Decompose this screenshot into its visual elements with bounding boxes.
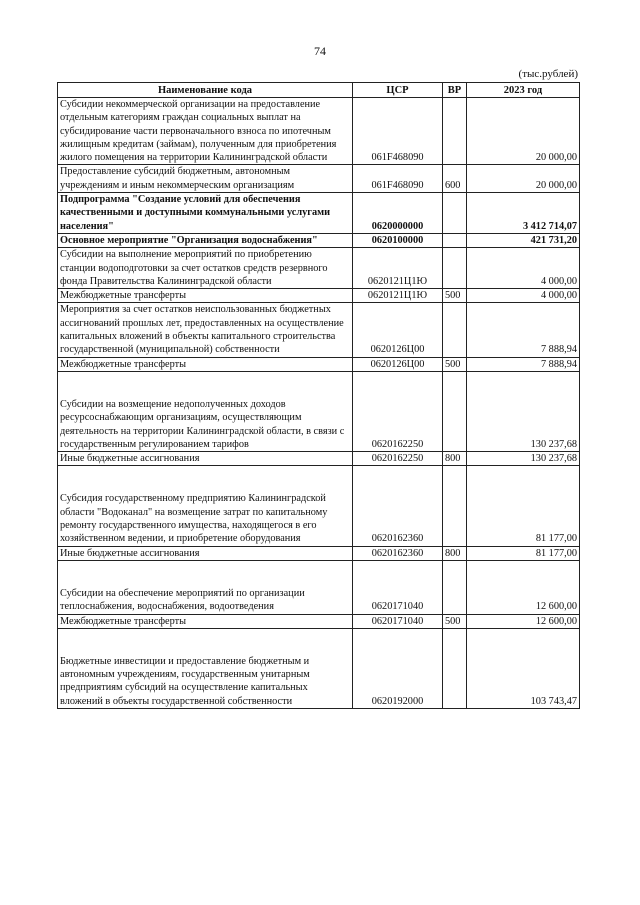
row-csr: 0620121Ц1Ю — [353, 248, 443, 289]
table-row — [58, 371, 580, 451]
row-vr: 500 — [443, 357, 467, 371]
row-name: Межбюджетные трансферты — [58, 614, 353, 628]
row-name: Бюджетные инвестиции и предоставление бюджетным и автономным учреждениям, государственным унитарным предприятиям субсидий на осуществление капитальных вложений в объекты государственной собственности — [58, 628, 353, 708]
row-vr — [443, 560, 467, 614]
table-row — [58, 560, 580, 614]
table-row — [58, 303, 580, 357]
page-number: 74 — [314, 44, 326, 58]
table-row — [58, 546, 580, 560]
row-csr: 061F468090 — [353, 165, 443, 193]
row-sum: 4 000,00 — [467, 289, 580, 303]
table-row — [58, 289, 580, 303]
row-sum: 4 000,00 — [467, 248, 580, 289]
row-csr: 0620126Ц00 — [353, 357, 443, 371]
table-row — [58, 233, 580, 247]
budget-table — [57, 82, 580, 709]
row-name: Субсидии на выполнение мероприятий по приобретению станции водоподготовки за счет остатков средств резервного фонда Правительства Калининградской области — [58, 248, 353, 289]
row-name: Мероприятия за счет остатков неиспользованных бюджетных ассигнований прошлых лет, предоставленных на осуществление капитальных вложений в объекты капитального строительства государственной (муниципальной) собственности — [58, 303, 353, 357]
row-vr — [443, 193, 467, 234]
row-csr: 061F468090 — [353, 98, 443, 165]
row-csr: 0620100000 — [353, 233, 443, 247]
row-sum: 103 743,47 — [467, 628, 580, 708]
row-sum: 3 412 714,07 — [467, 193, 580, 234]
row-vr — [443, 466, 467, 546]
table-row — [58, 466, 580, 546]
row-name: Иные бюджетные ассигнования — [58, 452, 353, 466]
row-csr: 0620162360 — [353, 546, 443, 560]
row-csr: 0620162250 — [353, 452, 443, 466]
row-csr: 0620171040 — [353, 614, 443, 628]
row-vr — [443, 248, 467, 289]
row-csr: 0620162250 — [353, 371, 443, 451]
row-name: Субсидии некоммерческой организации на предоставление отдельным категориям граждан социальных выплат на субсидирование части первоначального взноса по ипотечным жилищным кредитам (займам), полученным для приобретения жилого помещения на территории Калининградской области — [58, 98, 353, 165]
row-sum: 130 237,68 — [467, 371, 580, 451]
row-csr: 0620126Ц00 — [353, 303, 443, 357]
table-row — [58, 248, 580, 289]
row-name: Предоставление субсидий бюджетным, автономным учреждениям и иным некоммерческим организациям — [58, 165, 353, 193]
row-name: Межбюджетные трансферты — [58, 289, 353, 303]
row-sum: 81 177,00 — [467, 466, 580, 546]
row-vr: 500 — [443, 289, 467, 303]
row-vr: 500 — [443, 614, 467, 628]
row-vr — [443, 303, 467, 357]
row-name: Субсидии на обеспечение мероприятий по организации теплоснабжения, водоснабжения, водоотведения — [58, 560, 353, 614]
row-vr — [443, 371, 467, 451]
row-vr: 800 — [443, 452, 467, 466]
row-name: Субсидии на возмещение недополученных доходов ресурсоснабжающим организациям, осуществляющим деятельность на территории Калининградской области, в связи с государственным регулированием тарифов — [58, 371, 353, 451]
row-vr: 600 — [443, 165, 467, 193]
table-row — [58, 628, 580, 708]
row-csr: 0620162360 — [353, 466, 443, 546]
units-label: (тыс.рублей) — [518, 68, 578, 80]
row-sum: 12 600,00 — [467, 614, 580, 628]
row-csr: 0620121Ц1Ю — [353, 289, 443, 303]
row-csr: 0620000000 — [353, 193, 443, 234]
table-header-row — [58, 83, 580, 98]
table-row — [58, 193, 580, 234]
row-sum: 20 000,00 — [467, 98, 580, 165]
row-sum: 81 177,00 — [467, 546, 580, 560]
header-vr: ВР — [443, 83, 467, 98]
row-vr — [443, 98, 467, 165]
row-vr — [443, 628, 467, 708]
header-name: Наименование кода — [58, 83, 353, 98]
row-name: Субсидия государственному предприятию Калининградской области "Водоканал" на возмещение затрат по капитальному ремонту государственного имущества, находящегося в его хозяйственном ведении, и приобретение оборудования — [58, 466, 353, 546]
row-vr — [443, 233, 467, 247]
row-sum: 130 237,68 — [467, 452, 580, 466]
row-sum: 12 600,00 — [467, 560, 580, 614]
row-sum: 421 731,20 — [467, 233, 580, 247]
row-sum: 7 888,94 — [467, 303, 580, 357]
row-name: Иные бюджетные ассигнования — [58, 546, 353, 560]
header-year: 2023 год — [467, 83, 580, 98]
header-csr: ЦСР — [353, 83, 443, 98]
row-name: Подпрограмма "Создание условий для обеспечения качественными и доступными коммунальными услугами населения" — [58, 193, 353, 234]
table-row — [58, 614, 580, 628]
row-sum: 20 000,00 — [467, 165, 580, 193]
row-vr: 800 — [443, 546, 467, 560]
row-csr: 0620171040 — [353, 560, 443, 614]
row-name: Межбюджетные трансферты — [58, 357, 353, 371]
row-name: Основное мероприятие "Организация водоснабжения" — [58, 233, 353, 247]
row-csr: 0620192000 — [353, 628, 443, 708]
table-row — [58, 165, 580, 193]
table-row — [58, 357, 580, 371]
table-row — [58, 98, 580, 165]
table-row — [58, 452, 580, 466]
row-sum: 7 888,94 — [467, 357, 580, 371]
